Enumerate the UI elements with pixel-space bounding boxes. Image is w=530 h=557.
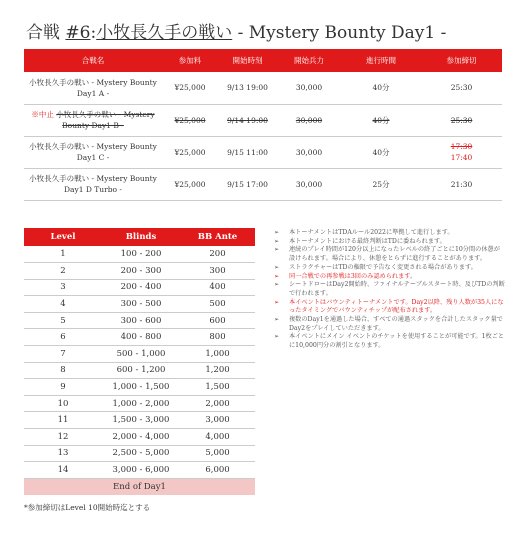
- table-row: [24, 395, 255, 412]
- arrow-bullet-icon: ➢: [274, 272, 280, 280]
- event-table-header: [24, 49, 502, 72]
- table-row: [24, 168, 502, 200]
- event-name-text: 小牧長久手の戦い - Mystery Bounty Day1 B -: [56, 110, 155, 130]
- header-blinds: Blinds: [102, 228, 180, 246]
- note-item: [273, 264, 505, 273]
- arrow-bullet-icon: ➢: [274, 246, 280, 254]
- event-stack: 30,000: [277, 136, 341, 168]
- blinds-cell: 2,500 - 5,000: [102, 445, 180, 462]
- table-row: [24, 329, 255, 346]
- title-number: #6: [65, 23, 91, 43]
- header-fee: 参加料: [162, 49, 218, 72]
- table-row: [24, 72, 502, 104]
- arrow-bullet-icon: ➢: [274, 281, 280, 289]
- header-event-name: 合戦名: [24, 49, 162, 72]
- event-fee: ¥25,000: [162, 104, 218, 136]
- table-row: [24, 279, 255, 296]
- event-name: 小牧長久手の戦い - Mystery Bounty Day1 D Turbo -: [24, 168, 162, 200]
- blinds-cell: 2,000 - 4,000: [102, 429, 180, 446]
- level-cell: 9: [24, 379, 102, 396]
- table-row: [24, 445, 255, 462]
- event-close: [421, 136, 502, 168]
- level-cell: 12: [24, 429, 102, 446]
- event-close: 25:30: [421, 72, 502, 104]
- ante-cell: 3,000: [180, 412, 255, 429]
- table-row: [24, 246, 255, 263]
- blinds-cell: 600 - 1,200: [102, 362, 180, 379]
- level-cell: 4: [24, 296, 102, 313]
- blinds-cell: 100 - 200: [102, 246, 180, 263]
- title-colon: :: [90, 23, 97, 43]
- level-cell: 13: [24, 445, 102, 462]
- event-close: 21:30: [421, 168, 502, 200]
- blinds-cell: 300 - 500: [102, 296, 180, 313]
- level-cell: 14: [24, 462, 102, 479]
- note-text: 本トーナメントにおける最終判断はTDに委ねられます。: [289, 237, 446, 245]
- blinds-cell: 200 - 400: [102, 279, 180, 296]
- table-row: [24, 263, 255, 280]
- note-text: 本イベントにメイン イベントのチケットを使用することが可能です。1枚ごとに10,000円分の割引となります。: [289, 333, 505, 350]
- table-row: [24, 136, 502, 168]
- table-row: [24, 429, 255, 446]
- blinds-cell: 3,000 - 6,000: [102, 462, 180, 479]
- note-item: [273, 281, 505, 298]
- level-cell: 7: [24, 346, 102, 363]
- arrow-bullet-icon: ➢: [274, 316, 280, 324]
- note-text: 同一合戦での再参戦は3回のみ認められます。: [289, 272, 417, 280]
- title-subtitle: - Mystery Bounty Day1 -: [232, 23, 447, 43]
- event-fee: ¥25,000: [162, 168, 218, 200]
- note-item: [273, 229, 505, 238]
- ante-cell: 200: [180, 246, 255, 263]
- header-level-time: 進行時間: [341, 49, 421, 72]
- blinds-cell: 1,500 - 3,000: [102, 412, 180, 429]
- ante-cell: 1,200: [180, 362, 255, 379]
- title-event-name: 小牧長久手の戦い: [96, 23, 233, 43]
- arrow-bullet-icon: ➢: [274, 237, 280, 245]
- level-cell: 5: [24, 312, 102, 329]
- table-row: [24, 312, 255, 329]
- note-text: シートドローはDay2開始時、ファイナルテーブルスタート時、及びTDの判断で行われます。: [289, 281, 505, 297]
- arrow-bullet-icon: ➢: [274, 229, 280, 236]
- note-text: 複数のDay1を通過した場合、すべての通過スタックを合計したスタック量でDay2をプレイしていただきます。: [289, 316, 503, 332]
- tournament-notes: [273, 229, 505, 351]
- table-row: [24, 412, 255, 429]
- event-name: 小牧長久手の戦い - Mystery Bounty Day1 A -: [24, 72, 162, 104]
- late-reg-footnote: *参加締切はLevel 10開始時迄とする: [24, 503, 151, 512]
- arrow-bullet-icon: ➢: [274, 298, 280, 306]
- level-cell: 1: [24, 246, 102, 263]
- ante-cell: 300: [180, 263, 255, 280]
- event-stack: 30,000: [277, 104, 341, 136]
- note-item: [273, 299, 505, 316]
- level-cell: 8: [24, 362, 102, 379]
- note-text: 本イベントはバウンティトーナメントです。Day2以降、残り人数が35人になったタイミングでバウンティチップが配布されます。: [289, 298, 504, 315]
- header-bb-ante: BB Ante: [180, 228, 255, 246]
- event-name: 小牧長久手の戦い - Mystery Bounty Day1 C -: [24, 136, 162, 168]
- ante-cell: 2,000: [180, 395, 255, 412]
- event-close-new: 17:40: [450, 153, 473, 162]
- header-level: Level: [24, 228, 102, 246]
- table-row-cancelled: [24, 104, 502, 136]
- blinds-cell: 500 - 1,000: [102, 346, 180, 363]
- note-item: [273, 273, 505, 282]
- event-start: 9/14 19:00: [218, 104, 277, 136]
- end-of-day-label: End of Day1: [24, 478, 255, 495]
- event-close-old: 17:30: [450, 142, 473, 151]
- event-close: 25:30: [421, 104, 502, 136]
- table-row: [24, 462, 255, 479]
- blinds-cell: 1,000 - 1,500: [102, 379, 180, 396]
- header-starting-stack: 開始兵力: [277, 49, 341, 72]
- level-cell: 3: [24, 279, 102, 296]
- event-level: 40分: [341, 72, 421, 104]
- title-prefix: 合戦: [26, 23, 66, 43]
- end-of-day-row: [24, 478, 255, 495]
- header-start-time: 開始時刻: [218, 49, 277, 72]
- event-fee: ¥25,000: [162, 136, 218, 168]
- level-cell: 2: [24, 263, 102, 280]
- event-fee: ¥25,000: [162, 72, 218, 104]
- note-text: 連続のプレイ時間が120分以上になったレベルの終了ごとに10分間の休憩が設けられます。場合により、休憩をとらずに進行することがあります。: [289, 246, 500, 263]
- note-item: [273, 316, 505, 333]
- level-cell: 10: [24, 395, 102, 412]
- event-stack: 30,000: [277, 168, 341, 200]
- page-title: [26, 18, 446, 43]
- blinds-cell: 300 - 600: [102, 312, 180, 329]
- ante-cell: 500: [180, 296, 255, 313]
- header-late-reg: 参加締切: [421, 49, 502, 72]
- blinds-cell: 200 - 300: [102, 263, 180, 280]
- table-row: [24, 296, 255, 313]
- blind-table-header: [24, 228, 255, 246]
- event-level: 25分: [341, 168, 421, 200]
- note-text: 本トーナメントはTDAルール2022に準拠して進行します。: [289, 229, 454, 236]
- blind-structure-table: [24, 228, 255, 495]
- table-row: [24, 346, 255, 363]
- event-schedule-table: [24, 49, 502, 201]
- ante-cell: 5,000: [180, 445, 255, 462]
- note-item: [273, 246, 505, 263]
- ante-cell: 800: [180, 329, 255, 346]
- event-name: [24, 104, 162, 136]
- ante-cell: 4,000: [180, 429, 255, 446]
- table-row: [24, 362, 255, 379]
- event-level: 40分: [341, 104, 421, 136]
- blinds-cell: 400 - 800: [102, 329, 180, 346]
- note-text: ストラクチャーはTDの権限で予告なく変更される場合があります。: [289, 263, 477, 271]
- event-start: 9/15 11:00: [218, 136, 277, 168]
- blinds-cell: 1,000 - 2,000: [102, 395, 180, 412]
- arrow-bullet-icon: ➢: [274, 263, 280, 271]
- ante-cell: 1,000: [180, 346, 255, 363]
- level-cell: 6: [24, 329, 102, 346]
- ante-cell: 1,500: [180, 379, 255, 396]
- arrow-bullet-icon: ➢: [274, 333, 280, 341]
- event-level: 40分: [341, 136, 421, 168]
- ante-cell: 600: [180, 312, 255, 329]
- ante-cell: 400: [180, 279, 255, 296]
- event-start: 9/13 19:00: [218, 72, 277, 104]
- event-start: 9/15 17:00: [218, 168, 277, 200]
- note-item: [273, 333, 505, 350]
- ante-cell: 6,000: [180, 462, 255, 479]
- table-row: [24, 379, 255, 396]
- event-stack: 30,000: [277, 72, 341, 104]
- cancel-badge: ※中止: [31, 110, 54, 119]
- level-cell: 11: [24, 412, 102, 429]
